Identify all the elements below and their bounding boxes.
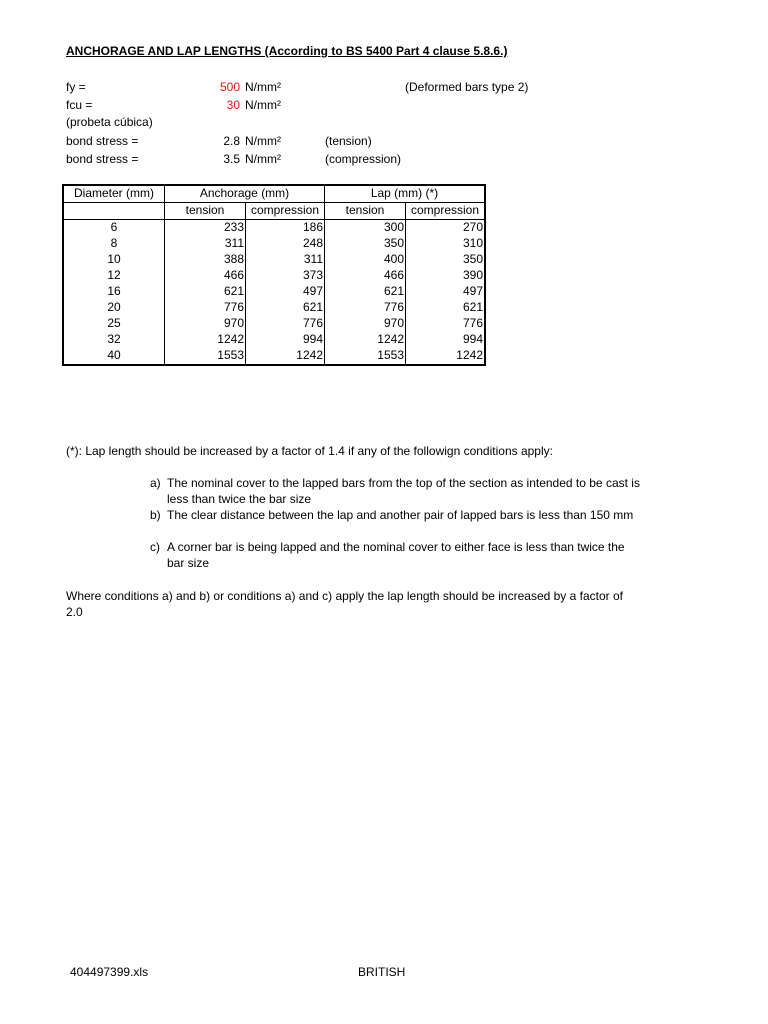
- condition-c-label: c): [150, 540, 160, 554]
- anchorage-compression-cell: 248: [246, 236, 325, 252]
- lap-tension-cell: 1553: [325, 348, 406, 365]
- anchorage-compression-header: compression: [246, 203, 325, 220]
- table-row: [63, 284, 485, 300]
- bond-tension-value: 2.8: [223, 134, 240, 148]
- footer-sheet-name: BRITISH: [358, 965, 406, 979]
- table-row: [63, 316, 485, 332]
- lap-tension-cell: 350: [325, 236, 406, 252]
- bond-tension-note: (tension): [325, 134, 372, 148]
- anchorage-compression-cell: 497: [246, 284, 325, 300]
- lap-tension-cell: 776: [325, 300, 406, 316]
- page-title: ANCHORAGE AND LAP LENGTHS (According to BS 5400 Part 4 clause 5.8.6.): [66, 44, 508, 58]
- lap-tension-cell: 466: [325, 268, 406, 284]
- table-subheader-row: [63, 203, 485, 220]
- lap-tension-cell: 1242: [325, 332, 406, 348]
- table-body: [63, 220, 485, 366]
- anchorage-compression-cell: 621: [246, 300, 325, 316]
- bond-compression-note: (compression): [325, 152, 402, 166]
- lap-compression-cell: 776: [406, 316, 486, 332]
- fcu-label: fcu =: [66, 98, 93, 112]
- fy-value: 500: [219, 80, 240, 94]
- lap-compression-cell: 270: [406, 220, 486, 237]
- anchorage-tension-cell: 776: [165, 300, 246, 316]
- diameter-header: Diameter (mm): [63, 185, 165, 203]
- bond-tension-label: bond stress =: [66, 134, 139, 148]
- fy-unit: N/mm²: [245, 80, 281, 94]
- diameter-subheader-empty: [63, 203, 165, 220]
- lap-length-table: [62, 184, 486, 366]
- diameter-cell: 32: [63, 332, 165, 348]
- bond-tension-unit: N/mm²: [245, 134, 281, 148]
- diameter-cell: 20: [63, 300, 165, 316]
- anchorage-compression-cell: 373: [246, 268, 325, 284]
- lap-note-conclusion: Where conditions a) and b) or conditions a) and c) apply the lap length should be increased by a factor of 2.0: [66, 589, 623, 619]
- lap-header: Lap (mm) (*): [325, 185, 486, 203]
- condition-b-text: The clear distance between the lap and another pair of lapped bars is less than 150 mm: [167, 508, 634, 522]
- table-row: [63, 252, 485, 268]
- anchorage-tension-cell: 621: [165, 284, 246, 300]
- anchorage-tension-cell: 466: [165, 268, 246, 284]
- lap-tension-cell: 300: [325, 220, 406, 237]
- diameter-cell: 12: [63, 268, 165, 284]
- condition-b-label: b): [150, 508, 161, 522]
- anchorage-compression-cell: 186: [246, 220, 325, 237]
- anchorage-header: Anchorage (mm): [165, 185, 325, 203]
- table-row: [63, 300, 485, 316]
- condition-a-text: The nominal cover to the lapped bars from the top of the section as intended to be cast is less than twice the bar size: [167, 476, 640, 506]
- anchorage-tension-cell: 233: [165, 220, 246, 237]
- anchorage-tension-cell: 388: [165, 252, 246, 268]
- fy-label: fy =: [66, 80, 86, 94]
- lap-compression-cell: 310: [406, 236, 486, 252]
- lap-tension-cell: 400: [325, 252, 406, 268]
- diameter-cell: 10: [63, 252, 165, 268]
- lap-compression-cell: 497: [406, 284, 486, 300]
- lap-note-intro: (*): Lap length should be increased by a factor of 1.4 if any of the followign conditions apply:: [66, 444, 553, 458]
- table-row: [63, 268, 485, 284]
- fcu-value: 30: [226, 98, 240, 112]
- anchorage-compression-cell: 776: [246, 316, 325, 332]
- lap-compression-cell: 621: [406, 300, 486, 316]
- lap-compression-header: compression: [406, 203, 486, 220]
- anchorage-tension-header: tension: [165, 203, 246, 220]
- lap-compression-cell: 350: [406, 252, 486, 268]
- table-header-row: [63, 185, 485, 203]
- anchorage-tension-cell: 1553: [165, 348, 246, 365]
- fy-note: (Deformed bars type 2): [405, 80, 529, 94]
- bond-compression-value: 3.5: [223, 152, 240, 166]
- lap-tension-cell: 621: [325, 284, 406, 300]
- footer-filename: 404497399.xls: [70, 965, 149, 979]
- anchorage-tension-cell: 970: [165, 316, 246, 332]
- condition-c-text: A corner bar is being lapped and the nominal cover to either face is less than twice the bar size: [167, 540, 625, 570]
- diameter-cell: 16: [63, 284, 165, 300]
- table-row: [63, 236, 485, 252]
- bond-compression-label: bond stress =: [66, 152, 139, 166]
- anchorage-compression-cell: 311: [246, 252, 325, 268]
- fcu-unit: N/mm²: [245, 98, 281, 112]
- lap-tension-cell: 970: [325, 316, 406, 332]
- diameter-cell: 40: [63, 348, 165, 365]
- lap-compression-cell: 1242: [406, 348, 486, 365]
- table-row: [63, 348, 485, 365]
- anchorage-compression-cell: 1242: [246, 348, 325, 365]
- bond-compression-unit: N/mm²: [245, 152, 281, 166]
- anchorage-tension-cell: 311: [165, 236, 246, 252]
- table-row: [63, 220, 485, 237]
- anchorage-tension-cell: 1242: [165, 332, 246, 348]
- anchorage-compression-cell: 994: [246, 332, 325, 348]
- condition-a-label: a): [150, 476, 161, 490]
- lap-compression-cell: 390: [406, 268, 486, 284]
- lap-tension-header: tension: [325, 203, 406, 220]
- table-row: [63, 332, 485, 348]
- diameter-cell: 8: [63, 236, 165, 252]
- lap-compression-cell: 994: [406, 332, 486, 348]
- fcu-sublabel: (probeta cúbica): [66, 115, 153, 129]
- diameter-cell: 6: [63, 220, 165, 237]
- diameter-cell: 25: [63, 316, 165, 332]
